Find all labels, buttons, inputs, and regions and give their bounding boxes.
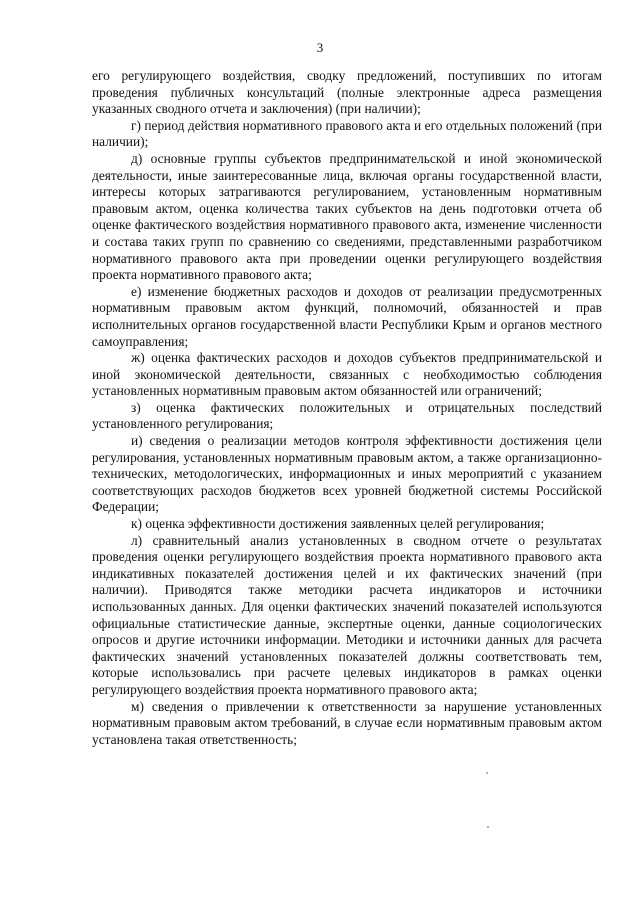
scan-speck <box>486 772 488 774</box>
paragraph-item-d: д) основные группы субъектов предпринимательской и иной экономической деятельности, иные заинтересованные лица, включая органы государственной власти, интересы которых затрагиваются регулированием, установленным нормативным правовым актом, оценка количества таких субъектов на день подготовки отчета об оценке фактического воздействия нормативного правового акта, изменение численности и состава таких групп по сравнению со сведениями, представленными разработчиком нормативного правового акта при проведении оценки регулирующего воздействия проекта нормативного правового акта; <box>92 150 602 283</box>
paragraph-item-zh: ж) оценка фактических расходов и доходов субъектов предпринимательской и иной экономической деятельности, связанных с необходимостью соблюдения установленных нормативным правовым актом обязанностей или ограничений; <box>92 350 602 399</box>
page-number: 3 <box>316 40 324 55</box>
scan-speck <box>487 826 489 828</box>
document-body <box>92 68 602 748</box>
paragraph-item-g: г) период действия нормативного правового акта и его отдельных положений (при наличии); <box>92 117 602 150</box>
paragraph-item-i: и) сведения о реализации методов контроля эффективности достижения цели регулирования, установленных нормативным правовым актом, а также организационно-технических, методологических, информационных и иных мероприятий с указанием соответствующих расходов бюджетов всех уровней бюджетной системы Российской Федерации; <box>92 433 602 515</box>
paragraph-continuation: его регулирующего воздействия, сводку предложений, поступивших по итогам проведения публичных консультаций (полные электронные адреса размещения указанных сводного отчета и заключения) (при наличии); <box>92 68 602 117</box>
paragraph-item-e: е) изменение бюджетных расходов и доходов от реализации предусмотренных нормативным правовым актом функций, полномочий, обязанностей и прав исполнительных органов государственной власти Республики Крым и органов местного самоуправления; <box>92 283 602 349</box>
paragraph-item-k: к) оценка эффективности достижения заявленных целей регулирования; <box>131 516 545 532</box>
paragraph-item-l: л) сравнительный анализ установленных в сводном отчете о результатах проведения оценки регулирующего воздействия проекта нормативного правового акта индикативных показателей достижения целей и их фактических значений (при наличии). Приводятся также методики расчета индикаторов и источники использованных данных. Для оценки фактических значений показателей используются официальные статистические данные, экспертные оценки, данные социологических опросов и другие источники информации. Методики и источники данных для расчета фактических значений установленных показателей должны соответствовать тем, которые использовались при расчете целевых индикаторов в рамках оценки регулирующего воздействия проекта нормативного правового акта; <box>92 532 602 697</box>
paragraph-item-m: м) сведения о привлечении к ответственности за нарушение установленных нормативным правовым актом требований, в случае если нормативным правовым актом установлена такая ответственность; <box>92 698 602 747</box>
paragraph-item-z: з) оценка фактических положительных и отрицательных последствий установленного регулирования; <box>92 399 602 432</box>
